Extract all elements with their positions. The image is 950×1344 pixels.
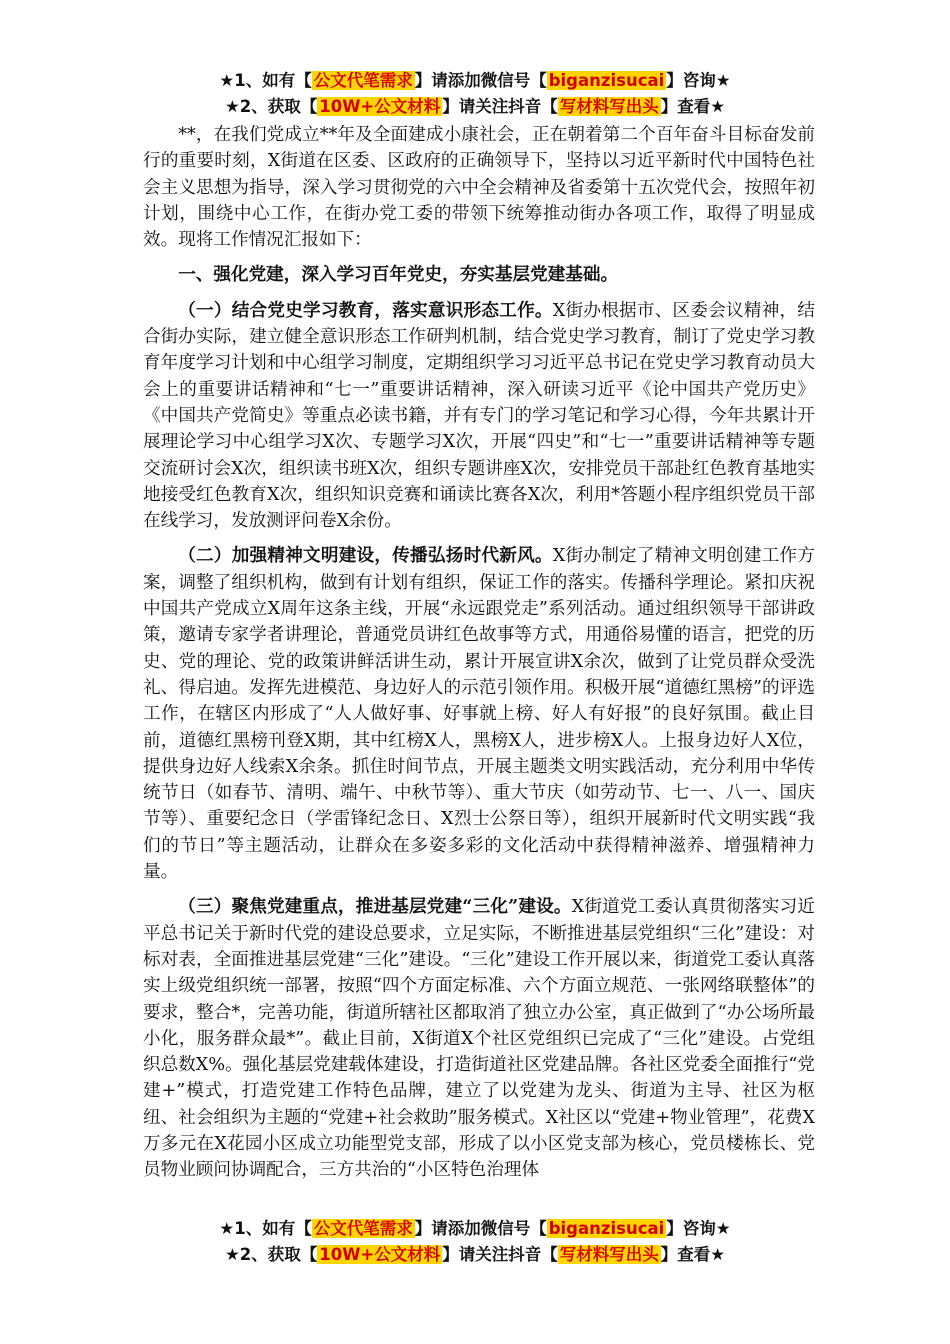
promo-banner-bottom-2 [0,1242,950,1268]
banner-highlight: 公文代笔需求 [313,71,413,90]
promo-banner-top-2 [0,94,950,120]
banner-highlight: 公文代笔需求 [313,1219,413,1238]
subsection-title: （三）聚焦党建重点，推进基层党建“三化”建设。 [178,896,572,918]
banner-highlight: 写材料写出头 [559,97,659,116]
promo-banner-bottom-1 [0,1216,950,1242]
subsection-2 [143,543,815,885]
subsection-body: X街办根据市、区委会议精神，结合街办实际，建立健全意识形态工作研判机制，结合党史学习教育，制订了党史学习教育年度学习计划和中心组学习制度，定期组织学习习近平总书记在党史学习教育动员大会上的重要讲话精神和“七一”重要讲话精神，深入研读习近平《论中国共产党历史》《中国共产党简史》等重点必读书籍，并有专门的学习笔记和学习心得，今年共累计开展理论学习中心组学习X次、专题学习X次，开展“四史”和“七一”重要讲话精神等专题交流研讨会X次，组织读书班X次，组织专题讲座X次，安排党员干部赴红色教育基地实地接受红色教育X次，组织知识竞赛和诵读比赛各X次，利用*答题小程序组织党员干部在线学习，发放测评问卷X余份。 [143,300,815,532]
intro-paragraph: **，在我们党成立**年及全面建成小康社会，正在朝着第二个百年奋斗目标奋发前行的重要时刻，X街道在区委、区政府的正确领导下，坚持以习近平新时代中国特色社会主义思想为指导，深入学习贯彻党的六中全会精神及省委第十五次党代会，按照年初计划，围绕中心工作，在街办党工委的带领下统筹推动街办各项工作，取得了明显成效。现将工作情况汇报如下： [143,125,815,251]
banner-text: 】请添加微信号【 [414,1219,547,1238]
banner-text: 】查看★ [660,1245,726,1264]
subsection-body: X街道党工委认真贯彻落实习近平总书记关于新时代党的建设总要求，立足实际，不断推进基层党组织“三化”建设：对标对表，全面推进基层党建“三化”建设。“三化”建设工作开展以来，街道党工委认真落实上级党组织统一部署，按照“四个方面定标准、六个方面立规范、一张网络联整体”的要求，整合*，完善功能，街道所辖社区都取消了独立办公室，真正做到了“办公场所最小化，服务群众最*”。截止目前，X街道X个社区党组织已完成了“三化”建设。占党组织总数X%。强化基层党建载体建设，打造街道社区党建品牌。各社区党委全面推行“党建+”模式，打造党建工作特色品牌，建立了以党建为龙头、街道为主导、社区为枢纽、社会组织为主题的“党建+社会救助”服务模式。X社区以“党建+物业管理”，花费X万多元在X花园小区成立功能型党支部，形成了以小区党支部为核心，党员楼栋长、党员物业顾问协调配合，三方共治的“小区特色治理体 [143,897,815,1181]
banner-text: ★2、获取【 [224,97,318,116]
banner-text: ★2、获取【 [224,1245,318,1264]
promo-banner-top-1 [0,68,950,94]
banner-text: 】请添加微信号【 [414,71,547,90]
banner-text: ★1、如有【 [219,1219,312,1238]
banner-highlight: 写材料写出头 [559,1245,659,1264]
banner-text: 】查看★ [660,97,726,116]
subsection-1 [143,298,815,535]
banner-text: 】请关注抖音【 [442,97,558,116]
banner-highlight: biganzisucai [548,1219,665,1238]
subsection-3 [143,894,815,1183]
subsection-title: （二）加强精神文明建设，传播弘扬时代新风。 [178,545,553,567]
document-body [143,122,815,1184]
banner-text: 】咨询★ [666,71,731,90]
banner-highlight: 10W+公文材料 [319,97,441,116]
banner-text: ★1、如有【 [219,71,312,90]
subsection-title: （一）结合党史学习教育，落实意识形态工作。 [178,299,553,321]
banner-text: 】咨询★ [666,1219,731,1238]
banner-highlight: biganzisucai [548,71,665,90]
section-heading: 一、强化党建，深入学习百年党史，夯实基层党建基础。 [178,264,619,286]
banner-highlight: 10W+公文材料 [319,1245,441,1264]
banner-text: 】请关注抖音【 [442,1245,558,1264]
subsection-body: X街办制定了精神文明创建工作方案，调整了组织机构，做到有计划有组织，保证工作的落实。传播科学理论。紧扣庆祝中国共产党成立X周年这条主线，开展“永远跟党走”系列活动。通过组织领导干部讲政策，邀请专家学者讲理论，普通党员讲红色故事等方式，用通俗易懂的语言，把党的历史、党的理论、党的政策讲鲜活讲生动，累计开展宣讲X余次，做到了让党员群众受洗礼、得启迪。发挥先进模范、身边好人的示范引领作用。积极开展“道德红黑榜”的评选工作，在辖区内形成了“人人做好事、好事就上榜、好人有好报”的良好氛围。截止目前，道德红黑榜刊登X期，其中红榜X人，黑榜X人，进步榜X人。上报身边好人X位，提供身边好人线索X余条。抓住时间节点，开展主题类文明实践活动，充分利用中华传统节日（如春节、清明、端午、中秋节等）、重大节庆（如劳动节、七一、八一、国庆节等）、重要纪念日（学雷锋纪念日、X烈士公祭日等），组织开展新时代文明实践“我们的节日”等主题活动，让群众在多姿多彩的文化活动中获得精神滋养、增强精神力量。 [143,546,815,883]
